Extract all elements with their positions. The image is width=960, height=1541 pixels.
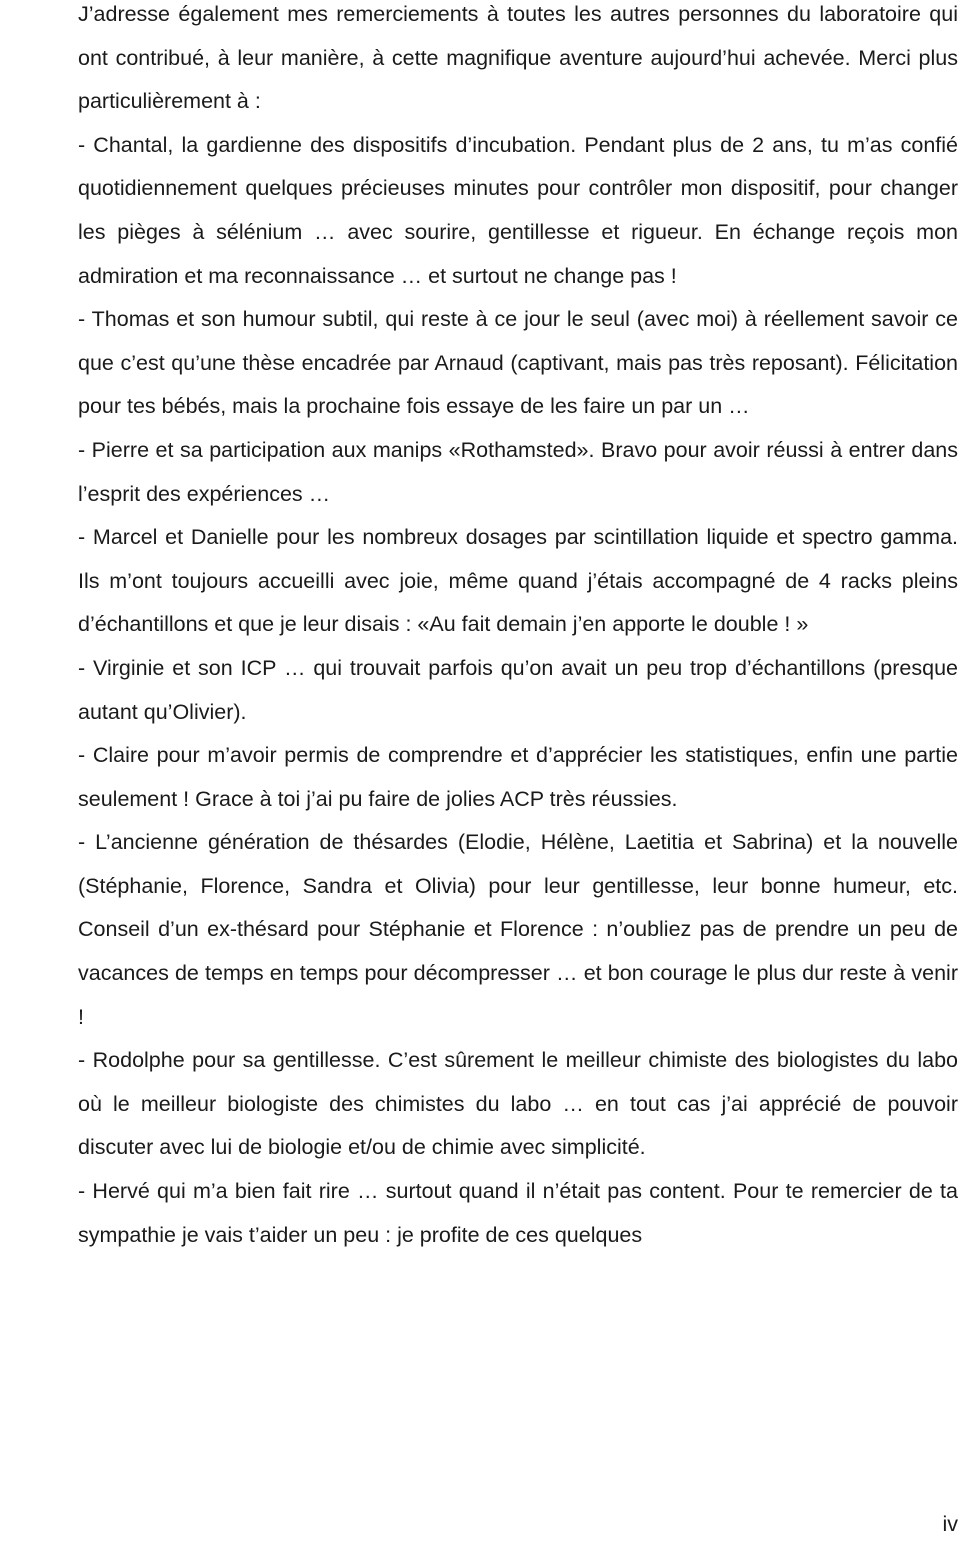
paragraph-rodolphe: - Rodolphe pour sa gentillesse. C’est sûrement le meilleur chimiste des biologistes du labo où le meilleur biologiste des chimistes du labo … en tout cas j’ai apprécié de pouvoir discuter avec lui de biologie et/ou de chimie avec simplicité. (78, 1048, 958, 1160)
paragraph-thomas: - Thomas et son humour subtil, qui reste à ce jour le seul (avec moi) à réellement savoir ce que c’est qu’une thèse encadrée par Arnaud (captivant, mais pas très reposant). Félicitation pour tes bébés, mais la prochaine fois essaye de les faire un par un … (78, 307, 958, 419)
paragraph-chantal: - Chantal, la gardienne des dispositifs d’incubation. Pendant plus de 2 ans, tu m’as confié quotidiennement quelques précieuses minutes pour contrôler mon dispositif, pour changer les pièges à sélénium … avec sourire, gentillesse et rigueur. En échange reçois mon admiration et ma reconnaissance … et surtout ne change pas ! (78, 132, 958, 288)
acknowledgements-text (78, 0, 958, 1257)
paragraph-marcel-danielle: - Marcel et Danielle pour les nombreux dosages par scintillation liquide et spectro gamma. Ils m’ont toujours accueilli avec joie, même quand j’étais accompagné de 4 racks pleins d’échantillons et que je leur disais : «Au fait demain j’en apporte le double ! » (78, 525, 958, 637)
paragraph-virginie: - Virginie et son ICP … qui trouvait parfois qu’on avait un peu trop d’échantillons (presque autant qu’Olivier). (78, 655, 958, 724)
paragraph-claire: - Claire pour m’avoir permis de comprendre et d’apprécier les statistiques, enfin une partie seulement ! Grace à toi j’ai pu faire de jolies ACP très réussies. (78, 743, 958, 811)
page-number: iv (942, 1512, 958, 1536)
paragraph-herve: - Hervé qui m’a bien fait rire … surtout quand il n’était pas content. Pour te remercier de ta sympathie je vais t’aider un peu : je profite de ces quelques (78, 1179, 958, 1247)
paragraph-pierre: - Pierre et sa participation aux manips «Rothamsted». Bravo pour avoir réussi à entrer dans l’esprit des expériences … (78, 437, 958, 506)
intro-paragraph: J’adresse également mes remerciements à toutes les autres personnes du laboratoire qui ont contribué, à leur manière, à cette magnifique aventure aujourd’hui achevée. Merci plus particulièrement à : (78, 2, 958, 114)
paragraph-thesards: - L’ancienne génération de thésardes (Elodie, Hélène, Laetitia et Sabrina) et la nouvelle (Stéphanie, Florence, Sandra et Olivia) pour leur gentillesse, leur bonne humeur, etc. Conseil d’un ex-thésard pour Stéphanie et Florence : n’oubliez pas de prendre un peu de vacances de temps en temps pour décompresser … et bon courage le plus dur reste à venir ! (78, 830, 958, 1029)
